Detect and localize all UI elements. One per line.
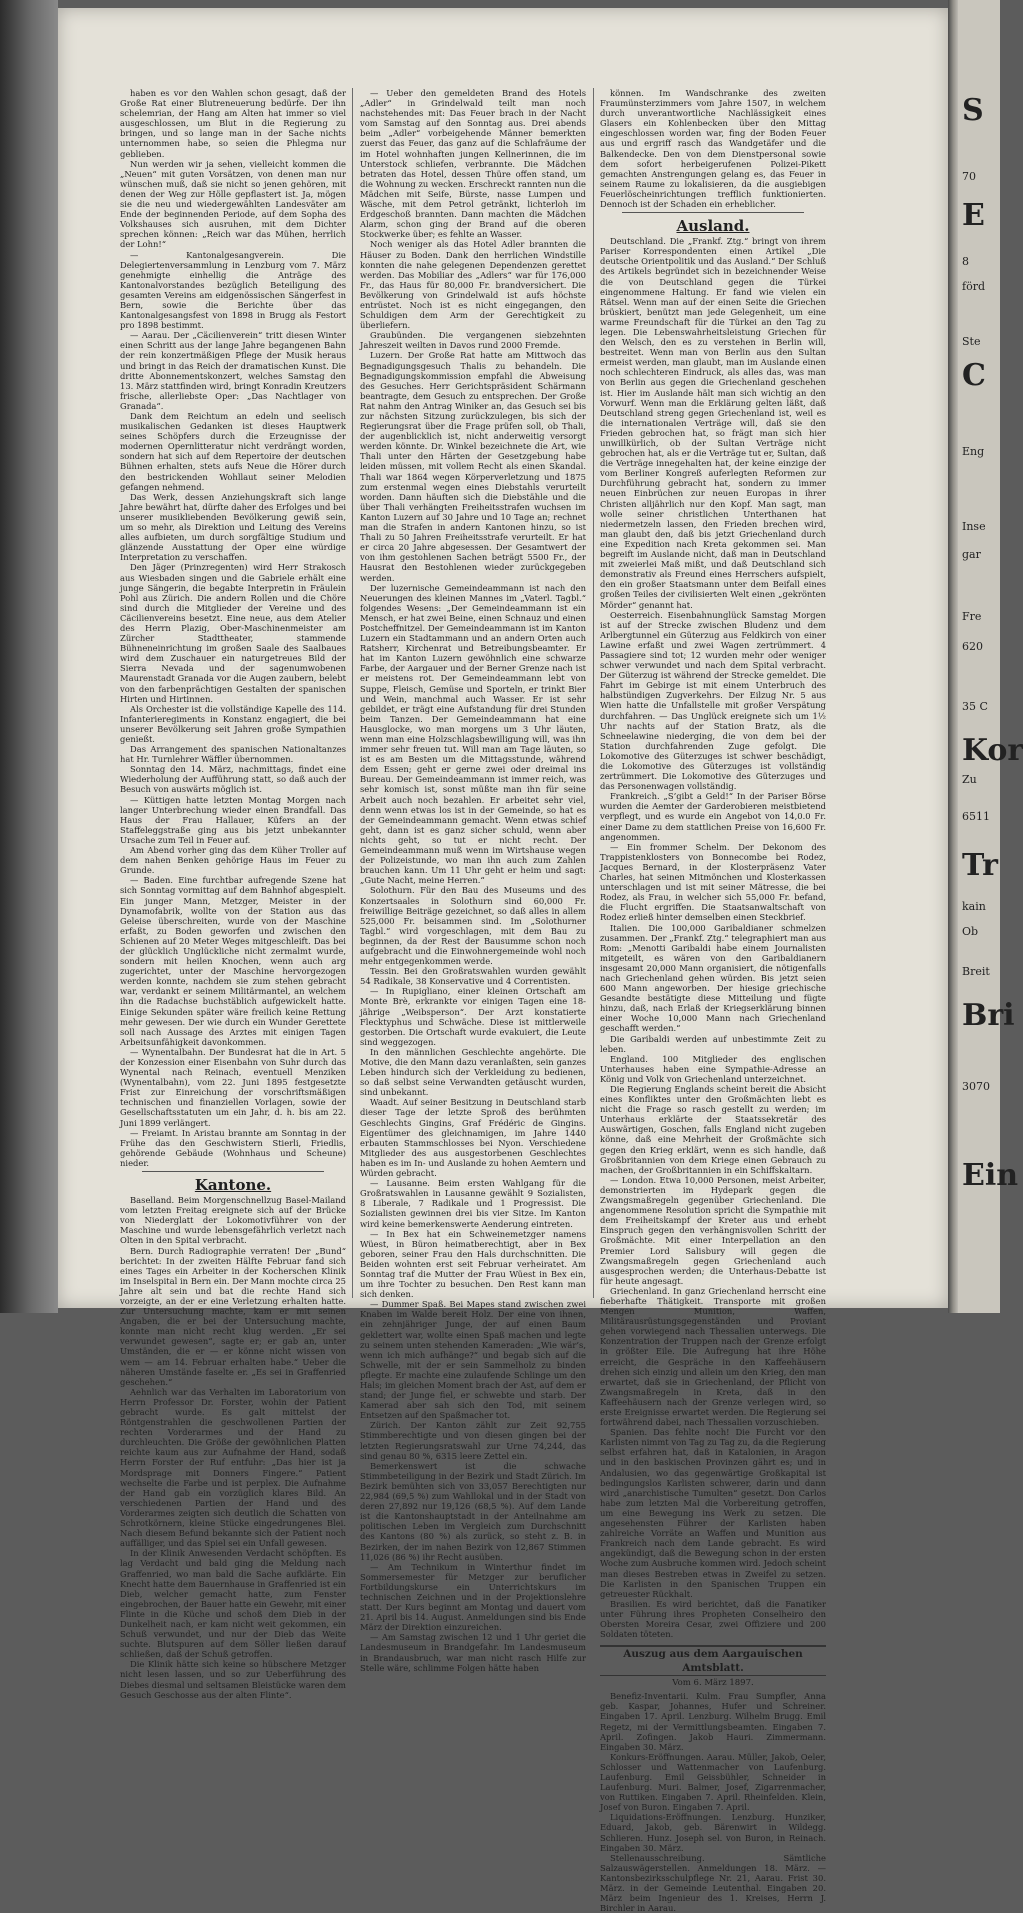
article-paragraph: — Lausanne. Beim ersten Wahlgang für die Großratswahlen in Lausanne gewählt 9 Sozialisten, 8 Liberale, 7 Radikale und 1 Progressist. Die Sozialisten gewinnen drei bis vier Sitze. Im Kanton wird keine bemerkenswerte Aenderung eintreten. [360,1178,586,1229]
edge-fragment: Ein [962,1158,1019,1193]
edge-fragment: Fre [962,610,982,623]
edge-fragment: 8 [962,255,969,268]
edge-fragment: 70 [962,170,976,183]
article-paragraph: haben es vor den Wahlen schon gesagt, daß der Große Rat einer Blutreneuerung bedürfe. Der ihn schelemrian, der Hang am Alten hat immer so viel ausgeschlossen, um Blut in die Regierung zu bringen, und so lange man in der Sache nichts unternommen habe, so seien die Phlegma nur geblieben. [120,88,346,159]
article-paragraph: Als Orchester ist die vollständige Kapelle des 114. Infanterieregiments in Konstanz engagiert, die bei unserer Bevölkerung seit Jahren große Sympathien genießt. [120,703,346,744]
edge-fragment: Tr [962,848,998,883]
article-paragraph: — London. Etwa 10,000 Personen, meist Arbeiter, demonstrierten im Hydepark gegen die Zwangsmaßregeln gegenüber Griechenland. Die angenommene Resolution spricht die Sympathie mit dem Freiheitskampf der Kreter aus und erhebt Einspruch gegen den verhängnisvollen Schritt der Großmächte. Mit einer Interpellation an den Premier Lord Salisbury will gegen die Zwangsmaßregeln gegen Griechenland auch ausgesprochen werden; die Unterhaus-Debatte ist für heute angesagt. [600,1174,826,1286]
italien-article: Italien. Die 100,000 Garibaldianer schmelzen zusammen. Der „Frankf. Ztg.“ telegraphiert man aus Rom: „Menotti Garibaldi habe einem Journalisten mitgeteilt, es wären von den Garibaldianern insgesamt 20,000 Mann organisiert, die nötigenfalls nach Griechenland gehen würden. Bis jetzt seien 600 Mann angeworben. Der hiesige griechische Gesandte bestätigte diese Mitteilung und fügte hinzu, daß, nach Erlaß der Kriegserklärung binnen einer Woche 10,000 Mann nach Griechenland geschafft werden.“ [600,922,826,1034]
edge-fragment: 6511 [962,810,990,823]
article-paragraph: — Küttigen hatte letzten Montag Morgen nach langer Unterbrechung wieder einen Brandfall. Das Haus der Frau Hallauer, Küfers an der Staffeleggstraße ging aus bis jetzt unbekannter Ursache zum Teil in Feuer auf. [120,794,346,845]
solothurn-article: Solothurn. Für den Bau des Museums und des Konzertsaales in Solothurn sind 60,000 Fr. freiwillige Beiträge gezeichnet, so daß alles in allem 525,000 Fr. beisammen sind. Im „Solothurner Tagbl.“ wird vorgeschlagen, mit dem Bau zu beginnen, da der Rest der Bausumme schon noch aufgebracht und die Einwohnergemeinde wohl noch mehr entgegenkommen werde. [360,885,586,967]
article-paragraph: — Ein frommer Schelm. Der Dekonom des Trappistenklosters von Bonnecombe bei Rodez, Jacques Bernard, in der Klosterpräsenz Vater Charles, hat seinen Mitmönchen und Klosterkassen unterschlagen und ist mit seiner Mätresse, die bei Rodez, als Frau, in welcher sich 55,000 Fr. befand, die Flucht ergriffen. Die Staatsanwaltschaft von Rodez erließ hinter demselben einen Steckbrief. [600,841,826,923]
edge-fragment: 3070 [962,1080,990,1093]
baden-article: — Baden. Eine furchtbar aufregende Szene hat sich Sonntag vormittag auf dem Bahnhof abgespielt. Ein junger Mann, Metzger, Meister in der Dynamofabrik, wollte von der Station aus das Geleise überschreiten, wurde von der Maschine erfaßt, zu Boden geworfen und zwischen den Schienen auf 20 Meter Weges mitgeschleift. Das bei der glücklich Unglückliche nicht zermalmt wurde, sondern mit heilen Knochen, wenn auch arg zugerichtet, unter der Maschine hervorgezogen werden konnte, nachdem sie zum stehen gebracht war, verdankt er seinem Militärmantel, an welchem ihn die Radachse buchstäblich aufgewickelt hatte. Einige Sekunden später wäre freilich keine Rettung mehr gewesen. Der wie durch ein Wunder Gerettete soll nach Aussage des Arztes mit einigen Tagen Arbeitsunfähigkeit davonkommen. [120,875,346,1047]
edge-fragment: kain [962,900,986,913]
baselland-article: Baselland. Beim Morgenschnellzug Basel-Mailand vom letzten Freitag ereignete sich auf der Brücke von Niederglatt der Lokomotivführer von der Maschine und wurde lebensgefährlich verletzt nach Olten in den Spital verbracht. [120,1195,346,1246]
amtsblatt-entry: Liquidations-Eröffnungen. Lenzburg. Hunziker, Eduard, Jakob, geb. Bärenwirt in Wildegg. Schlieren. Hunz. Joseph sel. von Buron, in Reinach. Eingaben 30. März. [600,1812,826,1853]
edge-fragment: 620 [962,640,983,653]
spanien-article: Spanien. Das fehlte noch! Die Furcht vor den Karlisten nimmt von Tag zu Tag zu, da die Regierung selbst erfahren hat, daß in Katalonien, in Aragon und in den baskischen Provinzen gährt es; und in Andalusien, wo das gegenwärtige Großkapital ist bedingungslos Karlisten schwerer, darin und dann wird „anarchistische Tumulten“ gesetzt. Don Carlos habe zum letzten Mal die Vorbereitung getroffen, um eine Bewegung ins Werk zu setzen. Die angesehensten Führer der Karlisten haben zahlreiche Vorräte an Waffen und Munition aus Frankreich nach dem Lande gebracht. Es wird angekündigt, daß die Bewegung schon in der ersten Woche zum Ausbruche kommen wird. Jedoch scheint man dieses Bestreben etwas in Zweifel zu setzen. Die Karlisten in den Spanischen Truppen ein getreuester Rückhalt. [600,1427,826,1599]
section-heading-ausland: Ausland. [676,217,750,236]
wynentalbahn-article: — Wynentalbahn. Der Bundesrat hat die in Art. 5 der Konzession einer Eisenbahn von Suhr durch das Wynental nach Reinach, eventuell Menziken (Wynentalbahn), vom 22. Juni 1895 festgesetzte Frist zur Einreichung der vorschriftsmäßigen technischen und finanziellen Vorlagen, sowie der Gesellschaftsstatuten um ein Jahr, d. h. bis am 22. Juni 1899 verlängert. [120,1046,346,1128]
section-divider [142,1171,324,1172]
waadt-article: Waadt. Auf seiner Besitzung in Deutschland starb dieser Tage der letzte Sproß des berühmten Geschlechts Gingins, Graf Frédéric de Gingins. Eigentümer des gleichnamigen, im Jahre 1440 erbauten Stammschlosses bei Nyon. Verschiedene Mitglieder des aus ausgestorbenen Geschlechtes haben es im In- und Auslande zu hohen Aemtern und Würden gebracht. [360,1097,586,1179]
bern-article: Bern. Durch Radiographie verraten! Der „Bund“ berichtet: In der zweiten Hälfte Februar fand sich eines Tages ein Arbeiter in der Kocherschen Klinik im Inselspital in Bern ein. Der Mann mochte circa 25 Jahre alt sein und bat die rechte Hand sich vorzeigte, an der er eine Verletzung erhalten hatte. Zur Untersuchung machte, kam er mit seinen Angaben, die er bei der Untersuchung machte, konnte man nicht recht klug werden. „Er sei verwundet gewesen“, sagte er; er gab an, unter Umständen, die er — er könne nicht wissen von wem — am 14. Februar erhalten habe.“ Ueber die näheren Umstände faselte er. „Es sei in Graffenried geschehen.“ [120,1245,346,1387]
deutschland-article: Deutschland. Die „Frankf. Ztg.“ bringt von ihrem Pariser Korrespondenten einen Artikel „Die deutsche Orientpolitik und das Ausland.“ Der Schluß des Artikels begründet sich in bezeichnender Weise die von Deutschland gegen die Türkei eingenommene Haltung. Er fand wie vielen ein Rätsel. Wenn man auf der einen Seite die Griechen brüskiert, benützt man jede Gelegenheit, um eine warme Freundschaft für die Türkei an den Tag zu legen. Die Lebenswahrheitsleistung Griechen für den Welsch, den es zu verstehen in Berlin will, bestreitet. Wenn man von Berlin aus den Sultan ermeist werden, man glaubt, man im Auslande einen noch schlechteren Eindruck, als alles das, was man von Berlin aus gegen die Griechenland geschehen ist. Hier im Auslande hält man sich wichtig an den Vorwurf. Wenn man die Erklärung gelten läßt, daß Deutschland streng gegen Griechenland ist, weil es die internationalen Verträge will, daß sie den Frieden gebrochen hat, so frägt man sich hier unwillkürlich, ob der Sultan Verträge nicht gebrochen hat, als er die Verträge tut er, Sultan, daß die Verträge innegehalten hat, der keine einzige der vom Berliner Kongreß auferlegten Reformen zur Durchführung gebracht hat, sondern zu immer neuen Einbrüchen zur neuen Europas in ihrer Christen alljährlich nur den Kopf. Man sagt, man wolle seiner christlichen Unterthanen hat niedermetzeln lassen, den Frieden brechen wird, man glaubt den, daß bis jetzt Griechenland durch eine Expedition nach Kreta gekommen sei. Man begreift im Auslande nicht, daß man in Deutschland mit zweierlei Maß mißt, und daß Deutschland sich demonstrativ als Freund eines Herrschers aufspielt, den ein großer Staatsmann unter dem Beifall eines großen Teiles der civilisierten Welt einen „gekrönten Mörder“ genannt hat. [600,236,826,610]
amtsblatt-heading: Auszug aus dem Aargauischen Amtsblatt. [600,1645,826,1676]
brasilien-article: Brasilien. Es wird berichtet, daß die Fanatiker unter Führung ihres Propheten Conselheiro den Obersten Moreira Cesar, zwei Offiziere und 200 Soldaten töteten. [600,1598,826,1640]
edge-fragment: Zu [962,773,977,786]
article-paragraph: — In Rupigliano, einer kleinen Ortschaft am Monte Brè, erkrankte vor einigen Tagen eine 18-jährige „Weibsperson“. Der Arzt konstatierte Flecktyphus und Schwäche. Diese ist mittlerweile gestorben. Die Ortschaft wurde evakuiert, die Leute sind weggezogen. [360,986,586,1047]
column-1 [120,88,346,1700]
edge-fragment: Bri [962,998,1015,1033]
article-paragraph: Sonntag den 14. März, nachmittags, findet eine Wiederholung der Aufführung statt, so daß auch der Besuch von auswärts möglich ist. [120,764,346,795]
article-paragraph: — Ueber den gemeldeten Brand des Hotels „Adler“ in Grindelwald teilt man noch nachstehendes mit: Das Feuer brach in der Nacht vom Samstag auf den Sonntag aus. Drei abends beim „Adler“ vorbeigehende Männer bemerkten zuerst das Feuer, das ganz auf die Schlafräume der im Hotel wohnhaften jungen Kellnerinnen, die im Unterstock schliefen, verbrannte. Die Mädchen betraten das Hotel, dessen Thüre offen stand, um die Wohnung zu wecken. Erschreckt rannten nun die Mädchen mit Seife, Bürste, nasse Lumpen und Wäsche, mit dem Petrol getränkt, lichterloh im Erdgeschoß brannten. Dann machten die Mädchen Alarm, schon ging der Brand auf die oberen Stockwerke über; es fehlte an Wasser. [360,88,586,240]
article-paragraph: Die Klinik hätte sich keine so hübschere Metzger nicht lesen lassen, und so zur Ueberführung des Diebes diesmal und seltsamen Bleistücke waren dem Gesuch Geschosse aus der alten Flinte“. [120,1659,346,1700]
article-paragraph: Den Jäger (Prinzregenten) wird Herr Strakosch aus Wiesbaden singen und die Gabriele erhält eine junge Sängerin, die begabte Interpretin in Fräulein Pohl aus Zürich. Die andern Rollen und die Chöre sind durch die Mitglieder der Vereine und des Cäcilienvereins besetzt. Eine neue, aus dem Atelier des Herrn Plazig, Ober-Maschinenmeister am Zürcher Stadttheater, stammende Bühneneinrichtung im großen Saale des Saalbaues wird dem Zuschauer ein naturgetreues Bild der Sierra Nevada und der sagenumwobenen Maurenstadt Granada vor die Augen zaubern, belebt von den farbenprächtigen Gestalten der spanischen Hirten und Hirtinnen. [120,562,346,704]
newspaper-page [58,8,948,1913]
adjacent-page-edge [948,0,1023,1313]
section-heading-kantone: Kantone. [194,1176,272,1195]
tessin-article: Tessin. Bei den Großratswahlen wurden gewählt 54 Radikale, 38 Konservative und 4 Correntisten. [360,966,586,987]
column-rule [352,88,353,1298]
article-paragraph: — Dummer Spaß. Bei Mapes stand zwischen zwei Knaben im Walde bereit Holz. Der eine von ihnen, ein zehnjähriger Junge, der auf einen Baum geklettert war, wollte einen Spaß machen und legte zu seinem unten stehenden Kameraden: „Wie wär’s, wenn ich mich aufhänge?“ und begab sich auf die Schwelle, mit der er sein Sammelholz zu binden pflegte. Er machte eine zulaufende Schlinge um den Hals; im gleichen Moment brach der Ast, auf dem er stand; der Junge fiel, er schwebte und starb. Der Kamerad aber sah sich den Tod, mit seinem Entsetzen auf den Spaßmacher tot. [360,1299,586,1421]
article-paragraph: — In Bex hat ein Schweinemetzger namens Wüest, in Büron heimatberechtigt, aber in Bex geboren, seiner Frau den Hals durchschnitten. Die Beiden wohnten erst seit Februar verheiratet. Am Sonntag traf die Mutter der Frau Wüest in Bex ein, um ihre Tochter zu besuchen. Den Rest kann man sich denken. [360,1228,586,1300]
edge-fragment: Eng [962,445,985,458]
graubuenden-article: Graubünden. Die vergangenen siebzehnten Jahreszeit weilten in Davos rund 2000 Fremde. [360,330,586,351]
article-paragraph: Aehnlich war das Verhalten im Laboratorium von Herrn Professor Dr. Forster, wohin der Patient gebracht wurde. Es galt mittelst der Röntgenstrahlen die geschwollenen Partien der rechten Vorderarmes und der Hand zu durchleuchten. Die Größe der gewöhnlichen Platten reichte kaum aus zur Aufnahme der Hand, sodaß Herrn Forster der Ruf entfuhr: „Das hier ist ja Mordsprage mit Donners Fingere.“ Patient wechselte die Farbe und ist perplex. Die Aufnahme der Hand gab ein vorzüglich klares Bild. An verschiedenen Partien der Hand und des Vorderarmes zeigten sich deutlich die Schatten von Schrotkörnern, kleine Stücke eingedrungenes Blei. Nach diesem Befund bekannte sich der Patient noch auffälliger, und das Spiel sei ein Unfall gewesen. [120,1386,346,1549]
amtsblatt-entry: Stellenausschreibung. Sämtliche Salzauswägerstellen. Anmeldungen 18. März. — Kantonsbezirksschulpflege Nr. 21, Aarau. Frist 30. März. in der Gemeinde Leutenthal. Eingaben 20. März beim Ingenieur des 1. Kreises, Herrn J. Birchler in Aarau. [600,1852,826,1913]
amtsblatt-entry: Benefiz-Inventarii. Kulm. Frau Sumpfler, Anna geb. Kaspar, Johannes, Hufer und Schreiner. Eingaben 17. April. Lenzburg. Wilhelm Brugg. Emil Regetz, mi der Vermittlungsbeamten. Eingaben 7. April. Zofingen. Jakob Hauri. Zimmermann. Eingaben 30. März. [600,1691,826,1752]
amtsblatt-date: Vom 6. März 1897. [672,1678,754,1689]
aarau-article: — Aarau. Der „Cäcilienverein“ tritt diesen Winter einen Schritt aus der lange Jahre begangenen Bahn der rein konzertmäßigen Pflege der Musik heraus und bringt in das Reich der dramatischen Kunst. Die dritte Abonnementskonzert, welches Samstag den 13. März stattfinden wird, bringt Konradin Kreutzers frische, allerliebste Oper: „Das Nachtlager von Granada“. [120,330,346,411]
section-divider [622,212,804,213]
article-paragraph: Am Abend vorher ging das dem Küher Troller auf dem nahen Benken gehörige Haus im Feuer zu Grunde. [120,845,346,876]
book-spine [0,0,58,1313]
column-2 [360,88,586,1673]
edge-fragment: 35 C [962,700,988,713]
column-3 [600,88,826,1913]
article-paragraph: Das Arrangement des spanischen Nationaltanzes hat Hr. Turnlehrer Wäffler übernommen. [120,744,346,765]
article-paragraph: In der Klinik Anwesenden Verdacht schöpften. Es lag Verdacht und bald ging die Meldung nach Graffenried, wo man bald die Sache aufklärte. Ein Knecht hatte dem Bauernhause in Graffenried ist ein Dieb, welcher gemacht hatte, zum Fenster eingebrochen, der Bauer hatte ein Gewehr, mit einer Flinte in die Küche und schoß dem Dieb in der Dunkelheit nach, er kam nicht weit gekommen, ein Schuß verwundet, und nur der Dieb das Weite suchte. Blutspuren auf dem Söller ließen darauf schließen, daß der Schuß getroffen. [120,1548,346,1660]
griechenland-article: Griechenland. In ganz Griechenland herrscht eine fieberhafte Thätigkeit. Transporte mit großen Mengen Munition, Waffen, Militärausrüstungsgegenständen und Proviant gehen vorwiegend nach Thessalien unterwegs. Die Konzentration der Truppen nach der Grenze erfolgt in größter Eile. Die Aufregung hat ihre Höhe erreicht, die Gespräche in den Kaffeehäusern drehen sich einzig und allein um den Krieg, den man erwartet, daß sie in Griechenland, der Pflicht von Zwangsmaßregeln in Kreta, daß in den Kaffeehäusern nach der Grenze verlegen wird, so erste Ereignisse erwartet werden. Die Regierung sei fortwährend dabei, nach Thessalien vorzuschieben. [600,1285,826,1428]
edge-fragment: gar [962,548,981,561]
article-paragraph: Die Garibaldi werden auf unbestimmte Zeit zu leben. [600,1033,826,1054]
freiamt-article: — Freiamt. In Aristau brannte am Sonntag in der Frühe das den Geschwistern Stierli, Friedlis, gehörende Gebäude (Wohnhaus und Scheune) nieder. [120,1127,346,1168]
edge-fragment: Ob [962,925,979,938]
zuerich-article: Zürich. Der Kanton zählt zur Zeit 92,755 Stimmberechtigte und von diesen gingen bei der letzten Regierungsratswahl zur Urne 74,244, das sind genau 80 %, 6315 leere Zettel ein. [360,1420,586,1461]
edge-fragment: Inse [962,520,986,533]
article-paragraph: Die Regierung Englands scheint bereit die Absicht eines Konfliktes unter den Großmächten liebt es nicht die Frage so rasch gestellt zu werden; im Unterhaus erklärte der Staatssekretär des Auswärtigen, Goschen, falls England nicht zugeben könne, daß eine Mehrheit der Großmächte sich gegen den Krieg erklärt, wenn es sich handle, daß Großbritannien von dem Kriege einen Gebrauch zu machen, der Großbritannien in ein Schiffskaltarn. [600,1084,826,1175]
oesterreich-article: Oesterreich. Eisenbahnunglück Samstag Morgen ist auf der Strecke zwischen Bludenz und dem Arlbergtunnel ein Güterzug aus Feldkirch von einer Lawine erfaßt und zwei Wagen zertrümmert. 4 Passagiere sind tot; 12 wurden mehr oder weniger schwer verwundet und nach dem Spital verbracht. Der Güterzug ist während der Strecke gemeldet. Die Fahrt im Gebirge ist mit einem Unterbruch des halbstündigen Zugverkehrs. Der Eilzug Nr. 5 aus Wien hatte die Unfallstelle mit großer Verspätung durchfahren. — Das Unglück ereignete sich um 1½ Uhr nachts auf der Station Bratz, als die Schneelawine niederging, die von dem bei der Station durchfahrenden Zuge gefolgt. Die Lokomotive des Güterzuges ist schwer beschädigt, die Lokomotive des Güterzuges ist vollständig zertrümmert. Die Lokomotive des Güterzuges und das Personenwagen vollständig. [600,609,826,792]
amtsblatt-entry: Konkurs-Eröffnungen. Aarau. Müller, Jakob, Oeler, Schlosser und Wattenmacher von Laufenburg. Laufenburg. Emil Geissbühler, Schneider in Laufenburg. Muri. Balmer, Josef, Zigarrenmacher, von Ruttiken. Eingaben 7. April. Rheinfelden. Klein, Josef von Buron. Eingaben 7. April. [600,1751,826,1813]
article-paragraph: Noch weniger als das Hotel Adler brannten die Häuser zu Boden. Dank den herrlichen Windstille konnten die nahe gelegenen Dependenzen gerettet werden. Das Mobiliar des „Adlers“ war für 176,000 Fr., das Haus für 80,000 Fr. brandversichert. Die Bevölkerung von Grindelwald ist aufs höchste entrüstet. Noch ist es nicht eingegangen, den Schuldigen dem Arm der Gerechtigkeit zu überliefern. [360,239,586,331]
edge-fragment: förd [962,280,985,293]
kantonalgesangverein-article: — Kantonalgesangverein. Die Delegiertenversammlung in Lenzburg vom 7. März genehmigte einhellig die Anträge des Kantonalvorstandes bezüglich Beteiligung des gesamten Vereins am eidgenössischen Sängerfest in Bern, sowie die Berichte über das Kantonalgesangsfest von 1898 in Brugg als Festort pro 1898 bestimmt. [120,249,346,331]
article-paragraph: können. Im Wandschranke des zweiten Fraumünsterzimmers vom Jahre 1507, in welchem durch unverantwortliche Nachlässigkeit eines Glasers ein Kohlenbecken über den Mittag eingeschlossen worden war, fing der Boden Feuer aus und ergriff rasch das Wandgetäfer und die Balkendecke. Den von dem Dienstpersonal sowie dem sofort herbeigerufenen Polizei-Pikett gemachten Anstrengungen gelang es, das Feuer in seinem Raume zu lokalisieren, da die ausgiebigen Feuerlöscheinrichtungen trefflich funktionierten. Dennoch ist der Schaden ein erheblicher. [600,88,826,210]
edge-fragment: C [962,358,986,393]
column-rule [593,88,594,1298]
article-paragraph: Der luzernische Gemeindeammann ist nach den Neuerungen des kleinen Mannes im „Vaterl. Tagbl.“ folgendes Wesens: „Der Gemeindeammann ist ein Mensch, er hat zwei Beine, einen Schnauz und einen Postcheffnitzel. Der Gemeindeammann ist im Kanton Luzern ein Stadtammann und an andern Orten auch Ratsherr, Kirchenrat und Betreibungsbeamter. Er hat im Kanton Luzern gewöhnlich eine schwarze Farbe, der Aargauer und der Berner Grenze nach ist er meistens rot. Der Gemeindeammann lebt von Suppe, Fleisch, Gemüse und Sporteln, er trinkt Bier und Wein, manchmal auch Wasser. Er ist sehr gebildet, er trägt eine Aufstandung für drei Stunden beim Tanzen. Der Gemeindeammann hat eine Hausglocke, wo man morgens um 3 Uhr läuten, wenn man eine Holzschlagsbewilligung will, was ihn immer sehr freuen tut. Will man am Tage läuten, so ist es am Besten um die Mittagsstunde, während dem Essen; geht er gerne zwei oder dreimal ins Bureau. Der Gemeindeammann ist immer reich, was sehr komisch ist, sonst müßte man ihn für seine Arbeit auch noch bezahlen. Er arbeitet sehr viel, denn wenn etwas los ist in der Gemeinde, so hat es der Gemeindeammann gemacht. Wenn etwas schief geht, dann ist es ganz sicher schuld, wenn aber nichts geht, so tut er nicht recht. Der Gemeindeammann muß wenn im Wirtshause wegen der Polizeistunde, wo man ihn auch zum Zahlen brauchen kann. Um 11 Uhr geht er heim und sagt: „Gute Nacht, meine Herren.“ [360,582,586,886]
edge-fragment: E [962,198,985,233]
luzern-article: Luzern. Der Große Rat hatte am Mittwoch das Begnadigungsgesuch Thalis zu behandeln. Die Begnadigungskommission empfahl die Abweisung des Gesuches. Herr Gerichtspräsident Schärmann beantragte, dem Gesuch zu entsprechen. Der Große Rat nahm den Antrag Winiker an, das Gesuch sei bis zur nächsten Sitzung zurückzulegen, bis sich der Regierungsrat über die Frage prüfen soll, ob Thali, der augenblicklich ist, nicht anderweitig versorgt werden könnte. Dr. Winkel bezeichnete die Art, wie Thali unter den Härten der Gesetzgebung habe leiden müssen, mit vollem Recht als einen Skandal. Thali war 1864 wegen Körperverletzung und 1875 zum erstenmal wegen eines Diebstahls verurteilt worden. Dann häuften sich die Diebstähle und die über Thali verhängten Freiheitsstrafen wuchsen im Kanton Luzern auf 30 Jahre und 10 Tage an; rechnet man die Strafen in andern Kantonen hinzu, so ist Thali zu 50 Jahren Freiheitsstrafe verurteilt. Er hat er circa 20 Jahre abgesessen. Der Gesamtwert der von ihm gestohlenen Sachen beträgt 5500 Fr., der Hausrat den Bestohlenen wieder zurückgegeben werden. [360,350,586,583]
article-paragraph: Nun werden wir ja sehen, vielleicht kommen die „Neuen“ mit guten Vorsätzen, von denen man nur wünschen muß, daß sie nicht so jenen gehören, mit denen der Weg zur Hölle gepflastert ist. Ja, mögen sie die neu und wiedergewählten Landesväter am Ende der beginnenden Periode, auf dem Sopha des Volkshauses sich ausruhen, mit dem Dichter sprechen können: „Reich war das Mühen, herrlich der Lohn!“ [120,158,346,250]
edge-fragment: Kor [962,733,1023,768]
article-paragraph: — Am Samstag zwischen 12 und 1 Uhr geriet die Landesmuseum in Brandgefahr. Im Landesmuseum in Brandausbruch, war man nicht rasch Hilfe zur Stelle wäre, schlimme Folgen hätte haben [360,1632,586,1673]
article-paragraph: Dank dem Reichtum an edeln und seelisch musikalischen Gedanken ist dieses Hauptwerk seines Schöpfers durch die Erzeugnisse der modernen Opernlitteratur nicht verdrängt worden, sondern hat sich auf dem Repertoire der deutschen Bühnen erhalten, stets aufs Neue die Hörer durch den bestrickenden Wohllaut seiner Melodien gefangen nehmend. [120,411,346,492]
england-article: England. 100 Mitglieder des englischen Unterhauses haben eine Sympathie-Adresse an König und Volk von Griechenland unterzeichnet. [600,1053,826,1084]
page-fold [948,0,958,1313]
article-paragraph: In den männlichen Geschlechte angehörte. Die Motive, die den Mann dazu veranlaßten, sein ganzes Leben hindurch sich der Verkleidung zu bedienen, so daß selbst seine Verwandten getäuscht wurden, sind unbekannt. [360,1046,586,1098]
edge-fragment: S [962,93,984,128]
edge-fragment: Breit [962,965,990,978]
article-paragraph: — Am Technikum in Winterthur findet im Sommersemester für Metzger zur beruflicher Fortbildungskurse ein Unterrichtskurs im technischen Zeichnen und in der Projektionslehre statt. Der Kurs beginnt am Montag und dauert vom 21. April bis 14. August. Anmeldungen sind bis Ende März der Direktion einzureichen. [360,1561,586,1633]
article-paragraph: Bemerkenswert ist die schwache Stimmbeteiligung in der Bezirk und Stadt Zürich. Im Bezirk bemühten sich von 33,057 Berechtigten nur 22,984 (69,5 %) zum Wahllokal und in der Stadt von deren 27,892 nur 19,126 (68,5 %). Auf dem Lande ist die Kantonshauptstadt in der Anteilnahme am politischen Leben im Vergleich zum Durchschnitt des Kantons (80 %) als zurück, so steht z. B. in Bezirken, der im nahen Bezirk von 12,867 Stimmen 11,026 (86 %) ihr Recht ausüben. [360,1460,586,1562]
edge-fragment: Ste [962,335,981,348]
article-paragraph: Das Werk, dessen Anziehungskraft sich lange Jahre bewährt hat, dürfte daher des Erfolges und bei unserer musikliebenden Bevölkerung gewiß sein, um so mehr, als Direktion und Leitung des Vereins alles aufbieten, um durch sorgfältige Studium und glänzende Ausstattung der Oper eine würdige Interpretation zu verschaffen. [120,491,346,563]
frankreich-article: Frankreich. „S’gibt a Geld!“ In der Pariser Börse wurden die Aemter der Garderobieren meistbietend verpflegt, und es wurde ein Angebot von 14,0.0 Fr. einer Dame zu dem stattlichen Preise von 16,600 Fr. angenommen. [600,791,826,842]
